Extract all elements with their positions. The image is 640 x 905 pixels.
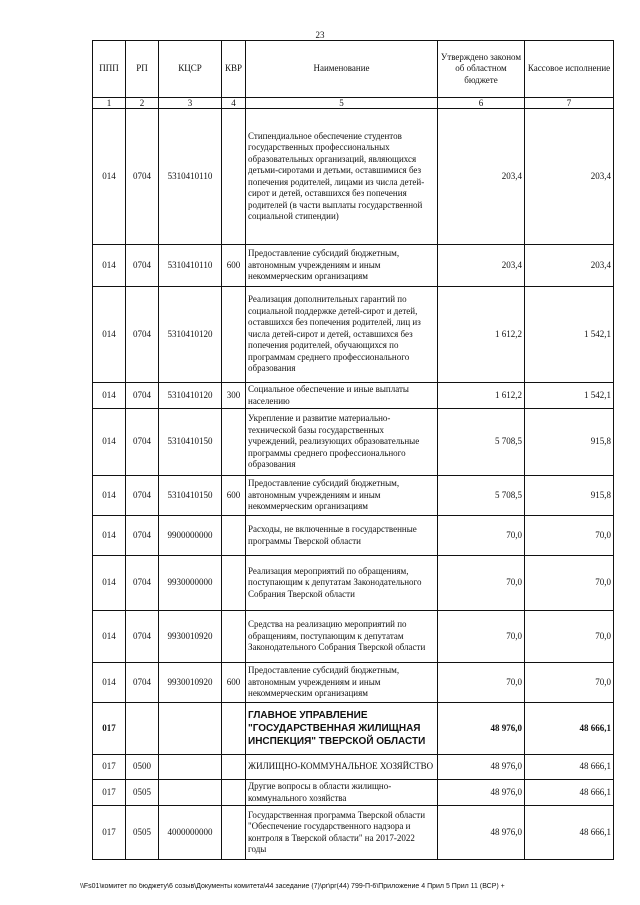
- cell-kcsr: 4000000000: [159, 806, 222, 860]
- cell-kvr: [222, 780, 246, 806]
- header-rp: РП: [126, 41, 159, 98]
- cell-kvr: [222, 703, 246, 755]
- header-ppp: ППП: [93, 41, 126, 98]
- table-row: [93, 663, 614, 703]
- cell-ppp: 014: [93, 556, 126, 611]
- cell-kvr: [222, 806, 246, 860]
- cell-executed: 1 542,1: [525, 287, 614, 383]
- column-number: 2: [126, 98, 159, 109]
- cell-ppp: 014: [93, 663, 126, 703]
- cell-approved: 203,4: [438, 109, 525, 245]
- cell-kcsr: 9930010920: [159, 611, 222, 663]
- cell-name: Стипендиальное обеспечение студентов государственных профессиональных образовательных организаций, являющихся детьми-сиротами и детьми, оставшимися без попечения родителей, лицами из числа детей-сирот и детей, оставшихся без попечения родителей (в части выплаты государственной социальной стипендии): [246, 109, 438, 245]
- table-row: [93, 556, 614, 611]
- cell-approved: 70,0: [438, 556, 525, 611]
- table-row: [93, 516, 614, 556]
- cell-ppp: 014: [93, 611, 126, 663]
- cell-ppp: 014: [93, 287, 126, 383]
- cell-name: Государственная программа Тверской области "Обеспечение государственного надзора и контроля в Тверской области" на 2017-2022 годы: [246, 806, 438, 860]
- cell-approved: 5 708,5: [438, 409, 525, 476]
- cell-rp: 0505: [126, 806, 159, 860]
- page-number: 23: [315, 30, 325, 40]
- table-row-section-header: [93, 703, 614, 755]
- table-body: [93, 109, 614, 860]
- cell-name: Средства на реализацию мероприятий по обращениям, поступающим к депутатам Законодательного Собрания Тверской области: [246, 611, 438, 663]
- cell-name: ГЛАВНОЕ УПРАВЛЕНИЕ "ГОСУДАРСТВЕННАЯ ЖИЛИЩНАЯ ИНСПЕКЦИЯ" ТВЕРСКОЙ ОБЛАСТИ: [246, 703, 438, 755]
- cell-name: Реализация мероприятий по обращениям, поступающим к депутатам Законодательного Собрания Тверской области: [246, 556, 438, 611]
- cell-rp: 0704: [126, 663, 159, 703]
- table-row: [93, 611, 614, 663]
- cell-executed: 70,0: [525, 663, 614, 703]
- header-name: Наименование: [246, 41, 438, 98]
- cell-kcsr: [159, 703, 222, 755]
- cell-kcsr: 5310410120: [159, 383, 222, 409]
- table-row: [93, 476, 614, 516]
- cell-kvr: [222, 556, 246, 611]
- cell-kvr: 600: [222, 245, 246, 287]
- file-path-footer: \\Fs01\комитет по бюджету\6 созыв\Документы комитета\44 заседание (7)\рг\рг(44) 799-П-6\Приложение 4 Прил 5 Прил 11 (ВСР) +: [80, 883, 505, 890]
- cell-executed: 48 666,1: [525, 806, 614, 860]
- cell-rp: 0704: [126, 287, 159, 383]
- cell-kcsr: 9900000000: [159, 516, 222, 556]
- cell-kcsr: [159, 780, 222, 806]
- cell-name: Предоставление субсидий бюджетным, автономным учреждениям и иным некоммерческим организациям: [246, 245, 438, 287]
- cell-name: Предоставление субсидий бюджетным, автономным учреждениям и иным некоммерческим организациям: [246, 476, 438, 516]
- cell-ppp: 014: [93, 245, 126, 287]
- cell-ppp: 014: [93, 409, 126, 476]
- cell-approved: 70,0: [438, 611, 525, 663]
- table-row: [93, 806, 614, 860]
- cell-executed: 915,8: [525, 409, 614, 476]
- column-number: 5: [246, 98, 438, 109]
- cell-name: Укрепление и развитие материально-технической базы государственных учреждений, реализующих образовательные программы среднего профессионального образования: [246, 409, 438, 476]
- cell-executed: 70,0: [525, 516, 614, 556]
- header-approved: Утверждено законом об областном бюджете: [438, 41, 525, 98]
- budget-table: [92, 40, 614, 860]
- cell-executed: 915,8: [525, 476, 614, 516]
- cell-ppp: 014: [93, 383, 126, 409]
- cell-executed: 48 666,1: [525, 755, 614, 780]
- cell-rp: 0704: [126, 556, 159, 611]
- cell-executed: 70,0: [525, 611, 614, 663]
- cell-kcsr: 5310410120: [159, 287, 222, 383]
- cell-executed: 70,0: [525, 556, 614, 611]
- cell-ppp: 014: [93, 516, 126, 556]
- cell-kvr: [222, 109, 246, 245]
- cell-kcsr: [159, 755, 222, 780]
- cell-approved: 70,0: [438, 516, 525, 556]
- cell-rp: 0704: [126, 109, 159, 245]
- cell-rp: 0704: [126, 516, 159, 556]
- cell-kvr: [222, 409, 246, 476]
- column-number-row: [93, 98, 614, 109]
- cell-ppp: 017: [93, 806, 126, 860]
- table-row: [93, 755, 614, 780]
- cell-rp: 0704: [126, 409, 159, 476]
- header-kvr: КВР: [222, 41, 246, 98]
- table-row: [93, 383, 614, 409]
- table-row: [93, 245, 614, 287]
- column-number: 6: [438, 98, 525, 109]
- cell-approved: 48 976,0: [438, 755, 525, 780]
- cell-rp: [126, 703, 159, 755]
- table-row: [93, 287, 614, 383]
- table-row: [93, 409, 614, 476]
- cell-approved: 48 976,0: [438, 703, 525, 755]
- cell-executed: 1 542,1: [525, 383, 614, 409]
- column-number: 4: [222, 98, 246, 109]
- cell-ppp: 017: [93, 755, 126, 780]
- cell-approved: 48 976,0: [438, 806, 525, 860]
- header-kcsr: КЦСР: [159, 41, 222, 98]
- cell-rp: 0500: [126, 755, 159, 780]
- cell-name: Другие вопросы в области жилищно-коммунального хозяйства: [246, 780, 438, 806]
- cell-name: Предоставление субсидий бюджетным, автономным учреждениям и иным некоммерческим организациям: [246, 663, 438, 703]
- cell-approved: 48 976,0: [438, 780, 525, 806]
- table-header-row: [93, 41, 614, 98]
- cell-kvr: [222, 287, 246, 383]
- cell-executed: 203,4: [525, 109, 614, 245]
- cell-kvr: [222, 516, 246, 556]
- cell-kvr: [222, 611, 246, 663]
- cell-kcsr: 5310410110: [159, 245, 222, 287]
- cell-kvr: 600: [222, 476, 246, 516]
- column-number: 1: [93, 98, 126, 109]
- cell-approved: 1 612,2: [438, 383, 525, 409]
- cell-approved: 5 708,5: [438, 476, 525, 516]
- cell-approved: 1 612,2: [438, 287, 525, 383]
- cell-approved: 203,4: [438, 245, 525, 287]
- cell-ppp: 014: [93, 476, 126, 516]
- cell-kcsr: 9930010920: [159, 663, 222, 703]
- column-number: 3: [159, 98, 222, 109]
- cell-name: Расходы, не включенные в государственные программы Тверской области: [246, 516, 438, 556]
- cell-ppp: 017: [93, 780, 126, 806]
- cell-ppp: 017: [93, 703, 126, 755]
- header-executed: Кассовое исполнение: [525, 41, 614, 98]
- cell-kvr: 300: [222, 383, 246, 409]
- cell-executed: 48 666,1: [525, 780, 614, 806]
- table-row: [93, 780, 614, 806]
- cell-approved: 70,0: [438, 663, 525, 703]
- cell-rp: 0505: [126, 780, 159, 806]
- cell-kcsr: 5310410150: [159, 476, 222, 516]
- cell-rp: 0704: [126, 383, 159, 409]
- cell-kcsr: 5310410150: [159, 409, 222, 476]
- column-number: 7: [525, 98, 614, 109]
- cell-kcsr: 9930000000: [159, 556, 222, 611]
- cell-kvr: [222, 755, 246, 780]
- cell-rp: 0704: [126, 476, 159, 516]
- cell-kvr: 600: [222, 663, 246, 703]
- cell-name: Реализация дополнительных гарантий по социальной поддержке детей-сирот и детей, оставшихся без попечения родителей, лиц из числа детей-сирот и детей, оставшихся без попечения родителей, обучающихся по программам среднего профессионального образования: [246, 287, 438, 383]
- cell-name: Социальное обеспечение и иные выплаты населению: [246, 383, 438, 409]
- cell-name: ЖИЛИЩНО-КОММУНАЛЬНОЕ ХОЗЯЙСТВО: [246, 755, 438, 780]
- cell-rp: 0704: [126, 245, 159, 287]
- cell-kcsr: 5310410110: [159, 109, 222, 245]
- table-row: [93, 109, 614, 245]
- cell-rp: 0704: [126, 611, 159, 663]
- cell-executed: 48 666,1: [525, 703, 614, 755]
- cell-executed: 203,4: [525, 245, 614, 287]
- cell-ppp: 014: [93, 109, 126, 245]
